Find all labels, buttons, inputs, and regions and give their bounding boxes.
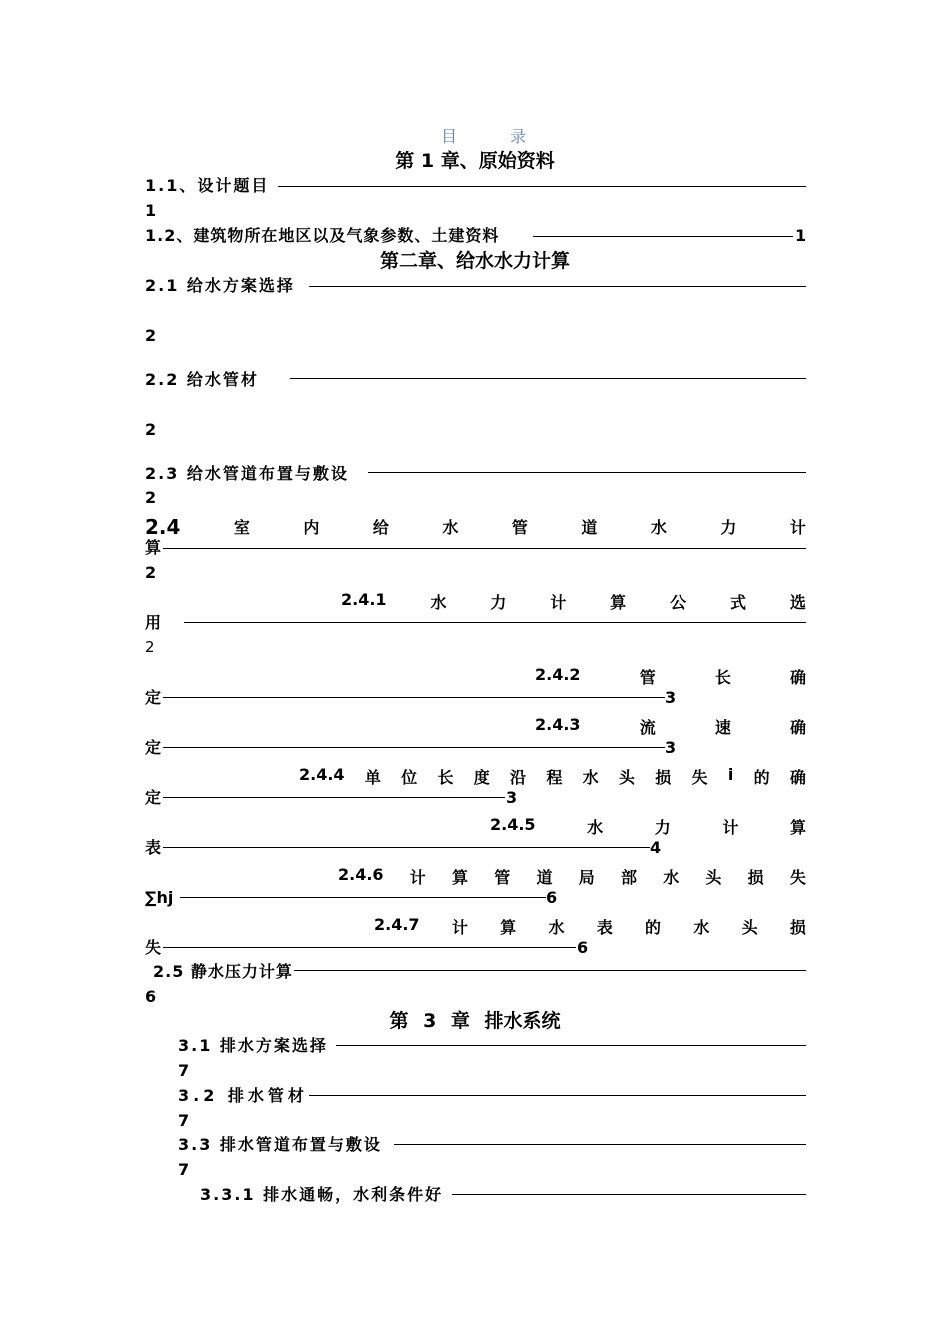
justified-token: 水: [693, 918, 710, 937]
toc-entry-3-1[interactable]: 3.1 排水方案选择: [178, 1036, 328, 1055]
toc-entry-3-2[interactable]: 3.2 排水管材: [178, 1086, 308, 1105]
justified-token: 2.4.1: [341, 590, 387, 609]
leader-line: [394, 1144, 806, 1145]
justified-token: 算: [452, 868, 469, 887]
justified-token: 管: [511, 518, 528, 537]
page-number: 7: [178, 1061, 190, 1080]
justified-token: 程: [546, 768, 563, 787]
justified-token: 水: [663, 868, 680, 887]
leader-line: [290, 378, 806, 379]
justified-token: 损: [789, 918, 806, 937]
leader-line: [309, 286, 806, 287]
leader-line: [184, 622, 806, 623]
justified-token: 的: [645, 918, 662, 937]
page-number: 2: [145, 420, 157, 439]
justified-token: 速: [714, 718, 731, 737]
justified-token: 水: [442, 518, 459, 537]
justified-token: 头: [741, 918, 758, 937]
justified-token: 管: [639, 668, 656, 687]
leader-line: [309, 1095, 806, 1096]
justified-token: 沿: [510, 768, 527, 787]
page-number: 2: [145, 488, 157, 507]
justified-token: 计: [409, 868, 426, 887]
chapter-3-heading: 第 3 章 排水系统: [389, 1010, 561, 1032]
justified-token: 的: [753, 768, 770, 787]
justified-token: 失: [691, 768, 708, 787]
justified-token: 损: [655, 768, 672, 787]
justified-token: 室: [233, 518, 250, 537]
justified-token: 2.4.6: [338, 865, 384, 884]
page-number: 4: [650, 838, 662, 857]
page-number: 2: [145, 326, 157, 345]
justified-token: i: [727, 765, 734, 784]
leader-line: [180, 897, 546, 898]
justified-token: 单: [364, 768, 381, 787]
justified-token: 流: [639, 718, 656, 737]
toc-title: 目 录: [441, 127, 551, 146]
justified-token: 算: [500, 918, 517, 937]
justified-token: 力: [720, 518, 737, 537]
page-number: 6: [145, 987, 157, 1006]
leader-line: [533, 236, 793, 237]
toc-entry-tail: 表: [145, 838, 164, 857]
page-number: 3: [506, 788, 518, 807]
justified-token: 给: [372, 518, 389, 537]
justified-token: 管: [494, 868, 511, 887]
justified-token: 力: [654, 818, 671, 837]
leader-line: [294, 970, 806, 971]
toc-entry-2-3[interactable]: 2.3 给水管道布置与敷设: [145, 464, 349, 483]
page-number: 2: [145, 638, 155, 656]
page-number: 3: [665, 738, 677, 757]
page-number: 1: [145, 201, 157, 220]
justified-token: 长: [714, 668, 731, 687]
page-number: 3: [665, 688, 677, 707]
leader-line: [163, 548, 806, 549]
toc-entry-3-3-1[interactable]: 3.3.1 排水通畅，水利条件好: [200, 1185, 444, 1204]
leader-line: [163, 747, 665, 748]
toc-entry-2-4-7[interactable]: [374, 915, 806, 938]
toc-entry-2-4-2[interactable]: [535, 665, 806, 688]
justified-token: 计: [722, 818, 739, 837]
toc-entry-tail: 算: [145, 538, 164, 557]
toc-entry-2-4-3[interactable]: [535, 715, 806, 738]
justified-token: 计: [789, 518, 806, 537]
justified-token: 算: [610, 593, 627, 612]
justified-token: 2.4.5: [490, 815, 536, 834]
justified-token: 2.4.7: [374, 915, 420, 934]
justified-token: 2.4: [145, 515, 181, 539]
toc-entry-tail: 定: [145, 788, 164, 807]
justified-token: 水: [587, 818, 604, 837]
justified-token: 水: [582, 768, 599, 787]
justified-token: 度: [473, 768, 490, 787]
page-number: 7: [178, 1111, 190, 1130]
justified-token: 部: [620, 868, 637, 887]
justified-token: 确: [789, 668, 806, 687]
page-number: 6: [546, 888, 558, 907]
toc-entry-2-2[interactable]: 2.2 给水管材: [145, 370, 259, 389]
justified-token: 2.4.4: [299, 765, 345, 784]
toc-entry-tail: ∑hj: [145, 888, 174, 907]
justified-token: 确: [789, 718, 806, 737]
justified-token: 位: [401, 768, 418, 787]
page-number: 1: [795, 226, 807, 245]
leader-line: [163, 697, 665, 698]
justified-token: 长: [437, 768, 454, 787]
justified-token: 表: [596, 918, 613, 937]
justified-token: 2.4.2: [535, 665, 581, 684]
toc-entry-tail: 定: [145, 688, 164, 707]
leader-line: [163, 947, 576, 948]
leader-line: [368, 472, 806, 473]
justified-token: 确: [789, 768, 806, 787]
chapter-1-heading: 第 1 章、原始资料: [395, 150, 555, 172]
justified-token: 内: [303, 518, 320, 537]
leader-line: [336, 1045, 806, 1046]
toc-entry-1-1[interactable]: 1.1、设计题目: [145, 176, 270, 195]
page-number: 6: [577, 938, 589, 957]
justified-token: 计: [451, 918, 468, 937]
page-number: 7: [178, 1160, 190, 1179]
page-number: 2: [145, 563, 157, 582]
justified-token: 公: [670, 593, 687, 612]
toc-entry-2-4[interactable]: [145, 515, 806, 539]
justified-token: 计: [550, 593, 567, 612]
justified-token: 水: [650, 518, 667, 537]
leader-line: [163, 847, 650, 848]
justified-token: 头: [618, 768, 635, 787]
toc-entry-tail: 用: [145, 613, 164, 632]
toc-entry-1-2[interactable]: 1.2、建筑物所在地区以及气象参数、土建资料: [145, 226, 500, 245]
toc-entry-2-4-4[interactable]: [299, 765, 806, 788]
leader-line: [163, 797, 505, 798]
toc-entry-2-4-5[interactable]: [490, 815, 806, 838]
justified-token: 道: [536, 868, 553, 887]
toc-entry-2-1[interactable]: 2.1 给水方案选择: [145, 276, 295, 295]
justified-token: 道: [581, 518, 598, 537]
justified-token: 式: [729, 593, 746, 612]
justified-token: 2.4.3: [535, 715, 581, 734]
toc-entry-tail: 定: [145, 738, 164, 757]
justified-token: 水: [548, 918, 565, 937]
leader-line: [452, 1194, 806, 1195]
justified-token: 算: [789, 818, 806, 837]
justified-token: 头: [705, 868, 722, 887]
justified-token: 损: [747, 868, 764, 887]
justified-token: 选: [789, 593, 806, 612]
chapter-2-heading: 第二章、给水水力计算: [379, 250, 570, 272]
toc-entry-2-5[interactable]: 2.5 静水压力计算: [153, 962, 293, 981]
justified-token: 失: [789, 868, 806, 887]
toc-entry-3-3[interactable]: 3.3 排水管道布置与敷设: [178, 1135, 382, 1154]
justified-token: 力: [490, 593, 507, 612]
leader-line: [278, 186, 806, 187]
justified-token: 局: [578, 868, 595, 887]
toc-entry-tail: 失: [145, 938, 164, 957]
toc-entry-2-4-1[interactable]: [341, 590, 806, 613]
justified-token: 水: [430, 593, 447, 612]
toc-entry-2-4-6[interactable]: [338, 865, 806, 888]
